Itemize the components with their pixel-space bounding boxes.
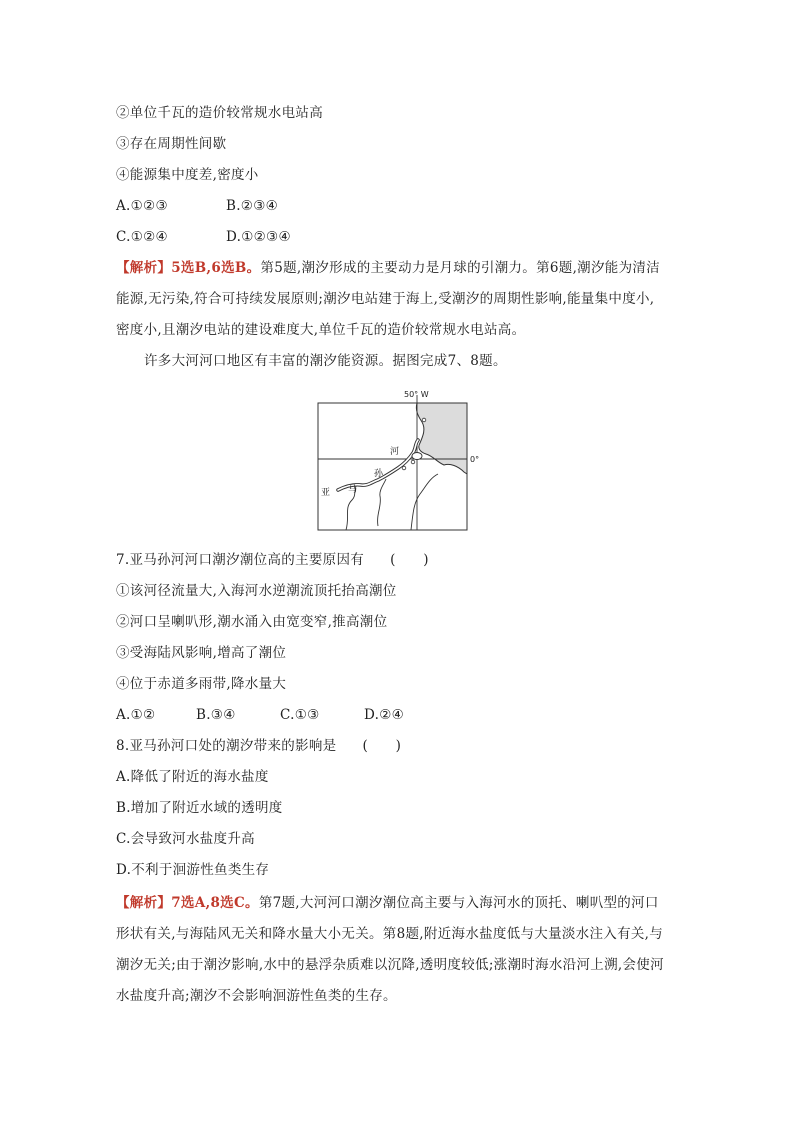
city-dot-north [422,418,426,422]
analysis-answer: 5选B,6选B。 [171,260,261,276]
city-dot-estuary [411,460,415,464]
analysis-answer: 7选A,8选C。 [171,895,259,911]
question-7-stem [116,551,429,569]
analysis-2-line-3: 潮汐无关;由于潮汐影响,水中的悬浮杂质难以沉降,透明度较低;涨潮时海水沿河上溯,会使河 [116,957,664,973]
marajo-island [412,453,422,460]
river-label-ma: 马 [348,485,358,495]
analysis-text: 第7题,大河河口潮汐潮位高主要与入海河水的顶托、喇叭型的河口 [258,895,659,911]
q7-choice-b: B.③④ [196,707,236,723]
question-8-stem [116,737,401,755]
q7-option-3: ③受海陆风影响,增高了潮位 [116,645,287,661]
option-3: ③存在周期性间歇 [116,136,227,152]
choice-c: C.①②④ [116,229,168,245]
q8-choice-d: D.不利于洄游性鱼类生存 [116,862,270,878]
analysis-2-line-4: 水盐度升高;潮汐不会影响洄游性鱼类的生存。 [116,988,397,1004]
analysis-text: 第5题,潮汐形成的主要动力是月球的引潮力。第6题,潮汐能为清洁 [260,260,660,276]
q7-choice-c: C.①③ [280,707,320,723]
question-8-text: 8.亚马孙河口处的潮汐带来的影响是 [116,738,337,754]
city-dot-inland [402,466,406,470]
answer-blank: ( ) [362,738,402,754]
river-label-ya: 亚 [321,488,331,498]
analysis-tag: 【解析】 [116,260,172,276]
longitude-label: 50° W [404,390,429,399]
analysis-1-line-2: 能源,无污染,符合可持续发展原则;潮汐电站建于海上,受潮汐的周期性影响,能量集中度小, [116,291,655,307]
choices-row-1 [116,197,279,215]
q7-option-1: ①该河径流量大,入海河水逆潮流顶托抬高潮位 [116,583,397,599]
answer-blank: ( ) [390,552,429,568]
amazon-river [338,440,418,490]
amazon-river-core [338,440,418,490]
choice-a: A.①②③ [116,198,168,214]
analysis-2-line-2: 形状有关,与海陆风无关和降水量大小无关。第8题,附近海水盐度低与大量淡水注入有关,与 [116,926,664,942]
choice-b: B.②③④ [226,198,279,214]
option-4: ④能源集中度差,密度小 [116,167,259,183]
river-label-he: 河 [390,447,400,457]
q7-choice-d: D.②④ [364,707,405,723]
choice-d: D.①②③④ [226,229,291,245]
analysis-1-line-1 [116,259,660,277]
q7-option-4: ④位于赤道多雨带,降水量大 [116,676,287,692]
analysis-1-line-3: 密度小,且潮汐电站的建设难度大,单位千瓦的造价较常规水电站高。 [116,322,526,338]
choices-row-2 [116,228,291,246]
tributary-south [378,479,386,526]
option-2: ②单位千瓦的造价较常规水电站高 [116,105,323,121]
q8-choice-b: B.增加了附近水域的透明度 [116,800,283,816]
river-label-sun: 孙 [374,469,384,479]
amazon-estuary-map [316,386,488,532]
q7-choice-a: A.①② [116,707,156,723]
analysis-2-line-1 [116,894,659,912]
tributary-southeast [411,474,438,530]
question-7-text: 7.亚马孙河河口潮汐潮位高的主要原因有 [116,552,365,568]
q8-choice-a: A.降低了附近的海水盐度 [116,769,269,785]
q8-choice-c: C.会导致河水盐度升高 [116,831,255,847]
analysis-tag: 【解析】 [116,895,172,911]
latitude-label: 0° [470,455,480,464]
intro-text: 许多大河河口地区有丰富的潮汐能资源。据图完成7、8题。 [144,353,507,369]
q7-choices [116,706,405,724]
q7-option-2: ②河口呈喇叭形,潮水涌入由宽变窄,推高潮位 [116,614,388,630]
